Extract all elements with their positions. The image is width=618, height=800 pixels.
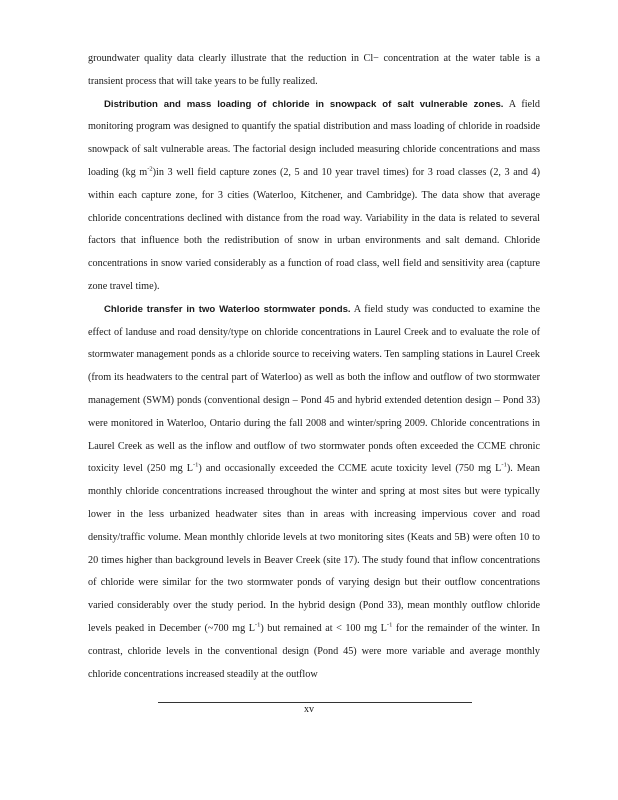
unit-superscript: -1 <box>501 461 507 469</box>
unit-superscript: -1 <box>254 621 261 629</box>
paragraph-text: ) but remained at < 100 mg L <box>260 622 387 634</box>
paragraph-text: ) and occasionally exceeded the CCME acute toxicity level (750 mg L <box>198 463 502 475</box>
body-text <box>88 48 540 686</box>
unit-superscript: -2 <box>147 165 153 173</box>
paragraph-text: A field monitoring program was designed to quantify the spatial distribution and mass loading of chloride in roadside snowpack of salt vulnerable areas. The factorial design included measuring chloride concentrations and mass loading (kg m <box>88 98 540 178</box>
paragraph-text: A field study was conducted to examine the effect of landuse and road density/type on chloride concentrations in Laurel Creek and to evaluate the role of stormwater management ponds as a chloride source to receiving waters. Ten sampling stations in Laurel Creek (from its headwaters to the central part of Waterloo) as well as both the inflow and outflow of two stormwater management (SWM) ponds (conventional design – Pond 45 and hybrid extended detention design – Pond 33) were monitored in Waterloo, Ontario during the fall 2008 and winter/spring 2009. Chloride concentrations in Laurel Creek as well as the inflow and outflow of two stormwater ponds often exceeded the CCME chronic toxicity level (250 mg L <box>88 303 541 475</box>
paragraph-text: )in 3 well field capture zones (2, 5 and 10 year travel times) for 3 road classes (2, 3 and 4) within each capture zone, for 3 cities (Waterloo, Kitchener, and Cambridge). The data show that average chloride concentrations declined with distance from the road way. Variability in the data is related to several factors that influence both the redistribution of snow in urban environments and salt demand. Chloride concentrations in snow varied considerably as a function of road class, well field and sensitivity area (capture zone travel time). <box>88 166 541 292</box>
intro-paragraph: groundwater quality data clearly illustrate that the reduction in Cl− concentration at the water table is a transient process that will take years to be fully realized. <box>88 53 540 87</box>
section-distribution-paragraph <box>88 94 540 299</box>
paragraph-text: for the remainder of the winter. In contrast, chloride levels in the conventional design (Pond 45) were more variable and average monthly chloride concentrations increased steadily at the outflow <box>88 622 540 680</box>
footer-divider <box>158 702 472 703</box>
unit-superscript: -1 <box>386 621 393 629</box>
section-heading-chloride-transfer: Chloride transfer in two Waterloo stormwater ponds. <box>104 303 351 315</box>
unit-superscript: -1 <box>193 461 199 469</box>
section-heading-distribution: Distribution and mass loading of chloride in snowpack of salt vulnerable zones. <box>104 98 504 110</box>
page-number: xv <box>304 704 314 715</box>
paragraph-text: ). Mean monthly chloride concentrations increased throughout the winter and spring at most sites but were typically lower in the less urbanized headwater sites than in areas with increasing impervious cover and road density/traffic volume. Mean monthly chloride levels at two monitoring sites (Keats and 5B) were often 10 to 20 times higher than background levels in Beaver Creek (site 17). The study found that inflow concentrations of chloride were similar for the two stormwater ponds of varying design but their outflow concentrations varied considerably over the study period. In the hybrid design (Pond 33), mean monthly outflow chloride levels peaked in December (~700 mg L <box>88 463 541 634</box>
section-chloride-transfer-paragraph <box>88 299 540 687</box>
